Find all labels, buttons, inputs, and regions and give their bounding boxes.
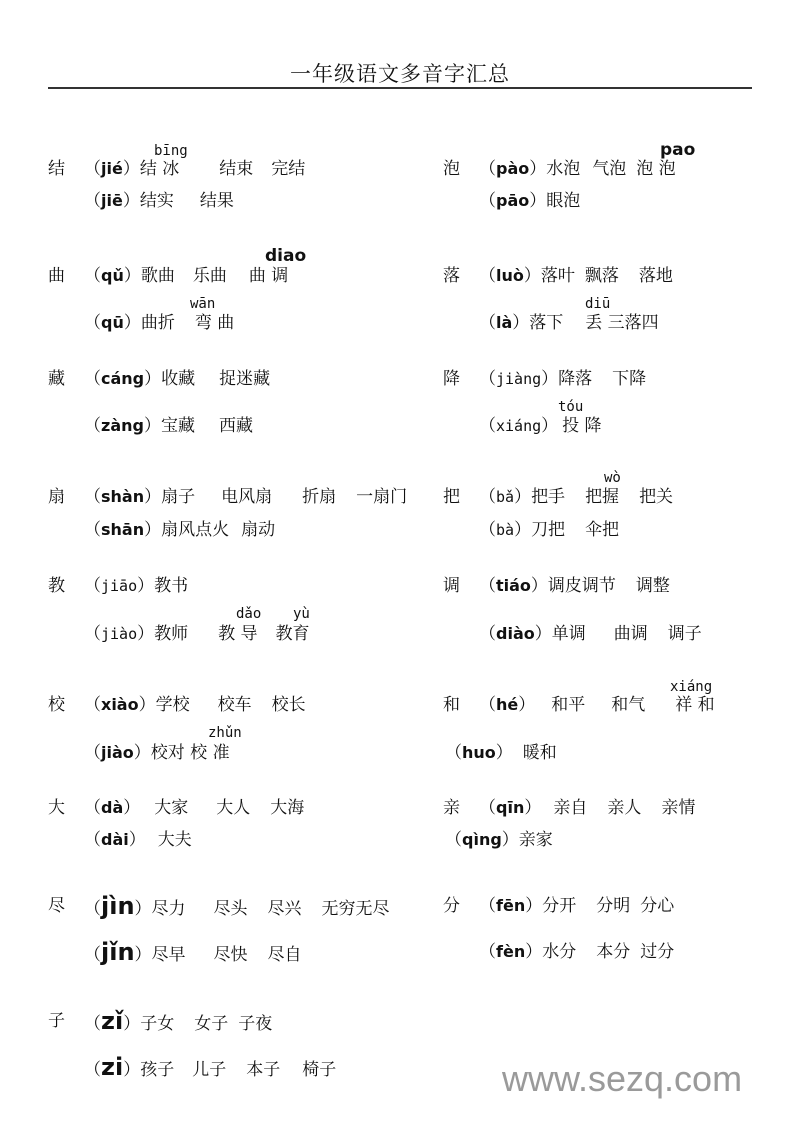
reading-line: （cáng）收藏 捉迷藏 [84, 369, 271, 389]
pinyin: zàng [101, 416, 144, 435]
word: 结果 [199, 191, 234, 211]
reading-line: （fèn）水分 本分 过分 [479, 942, 675, 962]
entry-char: 落 [443, 266, 460, 286]
word: 尽兴 [267, 899, 302, 919]
reading-line: （jǐn）尽早 尽快 尽自 [84, 938, 302, 966]
pinyin: shàn [101, 487, 145, 506]
word: 大海 [270, 798, 305, 818]
word: 校对 校 准 [150, 743, 230, 763]
word: 尽自 [267, 945, 302, 965]
word: 歌曲 [140, 266, 175, 286]
entry-char: 教 [48, 576, 65, 596]
reading-line: （hé） 和平 和气 祥 和 [479, 695, 715, 715]
pinyin-annotation: bīng [154, 143, 188, 159]
word: 和气 [611, 695, 646, 715]
word: 弯 曲 [194, 313, 235, 333]
word: 结 冰 [139, 159, 180, 179]
entry-char: 分 [443, 896, 460, 916]
word: 气泡 [592, 159, 627, 179]
reading-line: （qǔ）歌曲 乐曲 曲 调 [84, 266, 289, 286]
pinyin-annotation: dǎo [236, 606, 262, 622]
pinyin-annotation: wò [604, 470, 621, 486]
word: 一扇门 [356, 487, 408, 507]
word: 曲折 [140, 313, 175, 333]
word: 尽早 [151, 945, 186, 965]
pinyin: dà [101, 798, 124, 817]
word: 过分 [640, 942, 675, 962]
entry-char: 泡 [443, 159, 460, 179]
reading-line: （bǎ）把手 把握 把关 [479, 487, 674, 507]
word: 水泡 [546, 159, 581, 179]
pinyin: qǔ [101, 266, 124, 285]
entry-char: 把 [443, 487, 460, 507]
pinyin: tiáo [496, 576, 531, 595]
word: 扇风点火 [161, 520, 230, 540]
reading-line: （dà） 大家 大人 大海 [84, 798, 305, 818]
pinyin: jìn [101, 892, 135, 920]
word: 亲人 [607, 798, 642, 818]
pinyin: qìng [462, 830, 502, 849]
reading-line: （xiáng） 投 降 [479, 416, 602, 436]
word: 丢 三落四 [585, 313, 659, 333]
entry-char: 亲 [443, 798, 460, 818]
word: 曲 调 [248, 266, 289, 286]
pinyin-annotation: yù [293, 606, 310, 622]
word: 扇子 [161, 487, 196, 507]
word: 孩子 [140, 1060, 175, 1080]
word: 折扇 [302, 487, 337, 507]
word: 投 降 [562, 416, 602, 436]
reading-line: （qū）曲折 弯 曲 [84, 313, 235, 333]
word: 女子 [194, 1014, 229, 1034]
word: 曲调 [613, 624, 648, 644]
word: 儿子 [192, 1060, 227, 1080]
word: 尽头 [213, 899, 248, 919]
reading-line: （tiáo）调皮调节 调整 [479, 576, 670, 596]
word: 落叶 [540, 266, 575, 286]
word: 分明 [596, 896, 631, 916]
word: 单调 [551, 624, 586, 644]
pinyin: zǐ [101, 1007, 124, 1035]
pinyin: xiào [101, 695, 139, 714]
word: 扇动 [241, 520, 276, 540]
reading-line: （dài） 大夫 [84, 830, 192, 850]
entry-char: 曲 [48, 266, 65, 286]
pinyin-annotation: zhǔn [208, 725, 242, 741]
word: 分开 [542, 896, 577, 916]
word: 教师 [154, 624, 189, 644]
word: 伞把 [585, 520, 620, 540]
pinyin: jiāo [101, 577, 138, 595]
word: 椅子 [302, 1060, 337, 1080]
title-divider [48, 87, 752, 89]
pinyin: bǎ [496, 488, 515, 506]
pinyin: diào [496, 624, 535, 643]
reading-line: （zàng）宝藏 西藏 [84, 416, 253, 436]
pinyin-annotation: wān [190, 296, 216, 312]
pinyin: shān [101, 520, 145, 539]
word: 校车 [217, 695, 252, 715]
pinyin: jǐn [101, 938, 135, 966]
entry-char: 藏 [48, 369, 65, 389]
word: 教育 [275, 624, 310, 644]
reading-line: （shàn）扇子 电风扇 折扇 一扇门 [84, 487, 408, 507]
word: 把握 [585, 487, 620, 507]
word: 宝藏 [160, 416, 195, 436]
word: 祥 和 [675, 695, 715, 715]
word: 大人 [216, 798, 251, 818]
word: 降落 [558, 369, 593, 389]
pinyin: zi [101, 1053, 124, 1081]
word: 暖和 [522, 743, 557, 763]
pinyin: jiē [101, 191, 123, 210]
pinyin: huo [462, 743, 496, 762]
word: 乐曲 [192, 266, 227, 286]
reading-line: （jiē）结实 结果 [84, 191, 234, 211]
word: 校长 [271, 695, 306, 715]
word: 落下 [529, 313, 564, 333]
word: 把手 [531, 487, 566, 507]
reading-line: （huo） 暖和 [445, 743, 557, 763]
reading-line: （jiàng）降落 下降 [479, 369, 647, 389]
word: 尽力 [151, 899, 186, 919]
word: 完结 [271, 159, 306, 179]
watermark: www.sezq.com [502, 1058, 743, 1099]
pinyin: bà [496, 521, 515, 539]
pinyin: cáng [101, 369, 145, 388]
word: 水分 [542, 942, 577, 962]
word: 学校 [155, 695, 190, 715]
word: 亲情 [661, 798, 696, 818]
pinyin: fēn [496, 896, 526, 915]
word: 结实 [139, 191, 174, 211]
pinyin: dài [101, 830, 129, 849]
reading-line: （jié）结 冰 结束 完结 [84, 159, 306, 179]
pinyin-annotation: pao [660, 140, 696, 160]
pinyin: jié [101, 159, 123, 178]
word: 亲自 [553, 798, 588, 818]
word: 无穷无尽 [321, 899, 390, 919]
reading-line: （pào）水泡 气泡 泡 泡 [479, 159, 676, 179]
reading-line: （jiào）校对 校 准 [84, 743, 230, 763]
pinyin-annotation: tóu [558, 399, 584, 415]
reading-line: （là）落下 丢 三落四 [479, 313, 659, 333]
entry-char: 降 [443, 369, 460, 389]
word: 子女 [140, 1014, 175, 1034]
word: 飘落 [584, 266, 619, 286]
pinyin-annotation: diū [585, 296, 611, 312]
word: 亲家 [518, 830, 553, 850]
entry-char: 大 [48, 798, 65, 818]
reading-line: （bà）刀把 伞把 [479, 520, 620, 540]
word: 调子 [667, 624, 702, 644]
document-title: 一年级语文多音字汇总 [290, 62, 510, 86]
pinyin-annotation: xiáng [670, 679, 713, 695]
entry-char: 扇 [48, 487, 65, 507]
word: 调整 [635, 576, 670, 596]
entry-char: 和 [443, 695, 460, 715]
pinyin: jiào [101, 625, 138, 643]
pinyin: pào [496, 159, 530, 178]
pinyin: luò [496, 266, 524, 285]
word: 教 导 [218, 624, 258, 644]
reading-line: （xiào）学校 校车 校长 [84, 695, 306, 715]
word: 本子 [246, 1060, 281, 1080]
pinyin: jiào [101, 743, 134, 762]
word: 眼泡 [546, 191, 581, 211]
reading-line: （pāo）眼泡 [479, 191, 581, 211]
reading-line: （fēn）分开 分明 分心 [479, 896, 675, 916]
word: 调皮调节 [547, 576, 616, 596]
reading-line: （diào）单调 曲调 调子 [479, 624, 702, 644]
pinyin: hé [496, 695, 519, 714]
reading-line: （shān）扇风点火 扇动 [84, 520, 276, 540]
pinyin-annotation: diao [265, 246, 307, 266]
pinyin: pāo [496, 191, 530, 210]
word: 电风扇 [221, 487, 273, 507]
word: 结束 [219, 159, 254, 179]
word: 子夜 [238, 1014, 273, 1034]
pinyin: jiàng [496, 370, 542, 388]
reading-line: （jiào）教师 教 导 教育 [84, 624, 310, 644]
entry-char: 尽 [48, 896, 65, 916]
reading-line: （zǐ）子女 女子 子夜 [84, 1007, 273, 1035]
entry-char: 校 [48, 695, 65, 715]
word: 泡 泡 [636, 159, 676, 179]
word: 分心 [640, 896, 675, 916]
word: 落地 [638, 266, 673, 286]
word: 教书 [154, 576, 189, 596]
pinyin: xiáng [496, 417, 542, 435]
word: 刀把 [531, 520, 566, 540]
pinyin: qū [101, 313, 124, 332]
word: 下降 [612, 369, 647, 389]
reading-line: （qìng）亲家 [445, 830, 553, 850]
word: 西藏 [218, 416, 253, 436]
word: 收藏 [161, 369, 196, 389]
reading-line: （jiāo）教书 [84, 576, 189, 596]
reading-line: （jìn）尽力 尽头 尽兴 无穷无尽 [84, 892, 390, 920]
pinyin: fèn [496, 942, 526, 961]
word: 尽快 [213, 945, 248, 965]
pinyin: qīn [496, 798, 525, 817]
entry-char: 结 [48, 159, 65, 179]
reading-line: （qīn） 亲自 亲人 亲情 [479, 798, 696, 818]
word: 和平 [551, 695, 586, 715]
reading-line: （luò）落叶 飘落 落地 [479, 266, 673, 286]
word: 把关 [639, 487, 674, 507]
entry-char: 子 [48, 1011, 65, 1031]
entry-char: 调 [443, 576, 460, 596]
pinyin: là [496, 313, 513, 332]
word: 大家 [154, 798, 189, 818]
word: 捉迷藏 [219, 369, 271, 389]
reading-line: （zi）孩子 儿子 本子 椅子 [84, 1053, 337, 1081]
word: 大夫 [157, 830, 192, 850]
word: 本分 [596, 942, 631, 962]
